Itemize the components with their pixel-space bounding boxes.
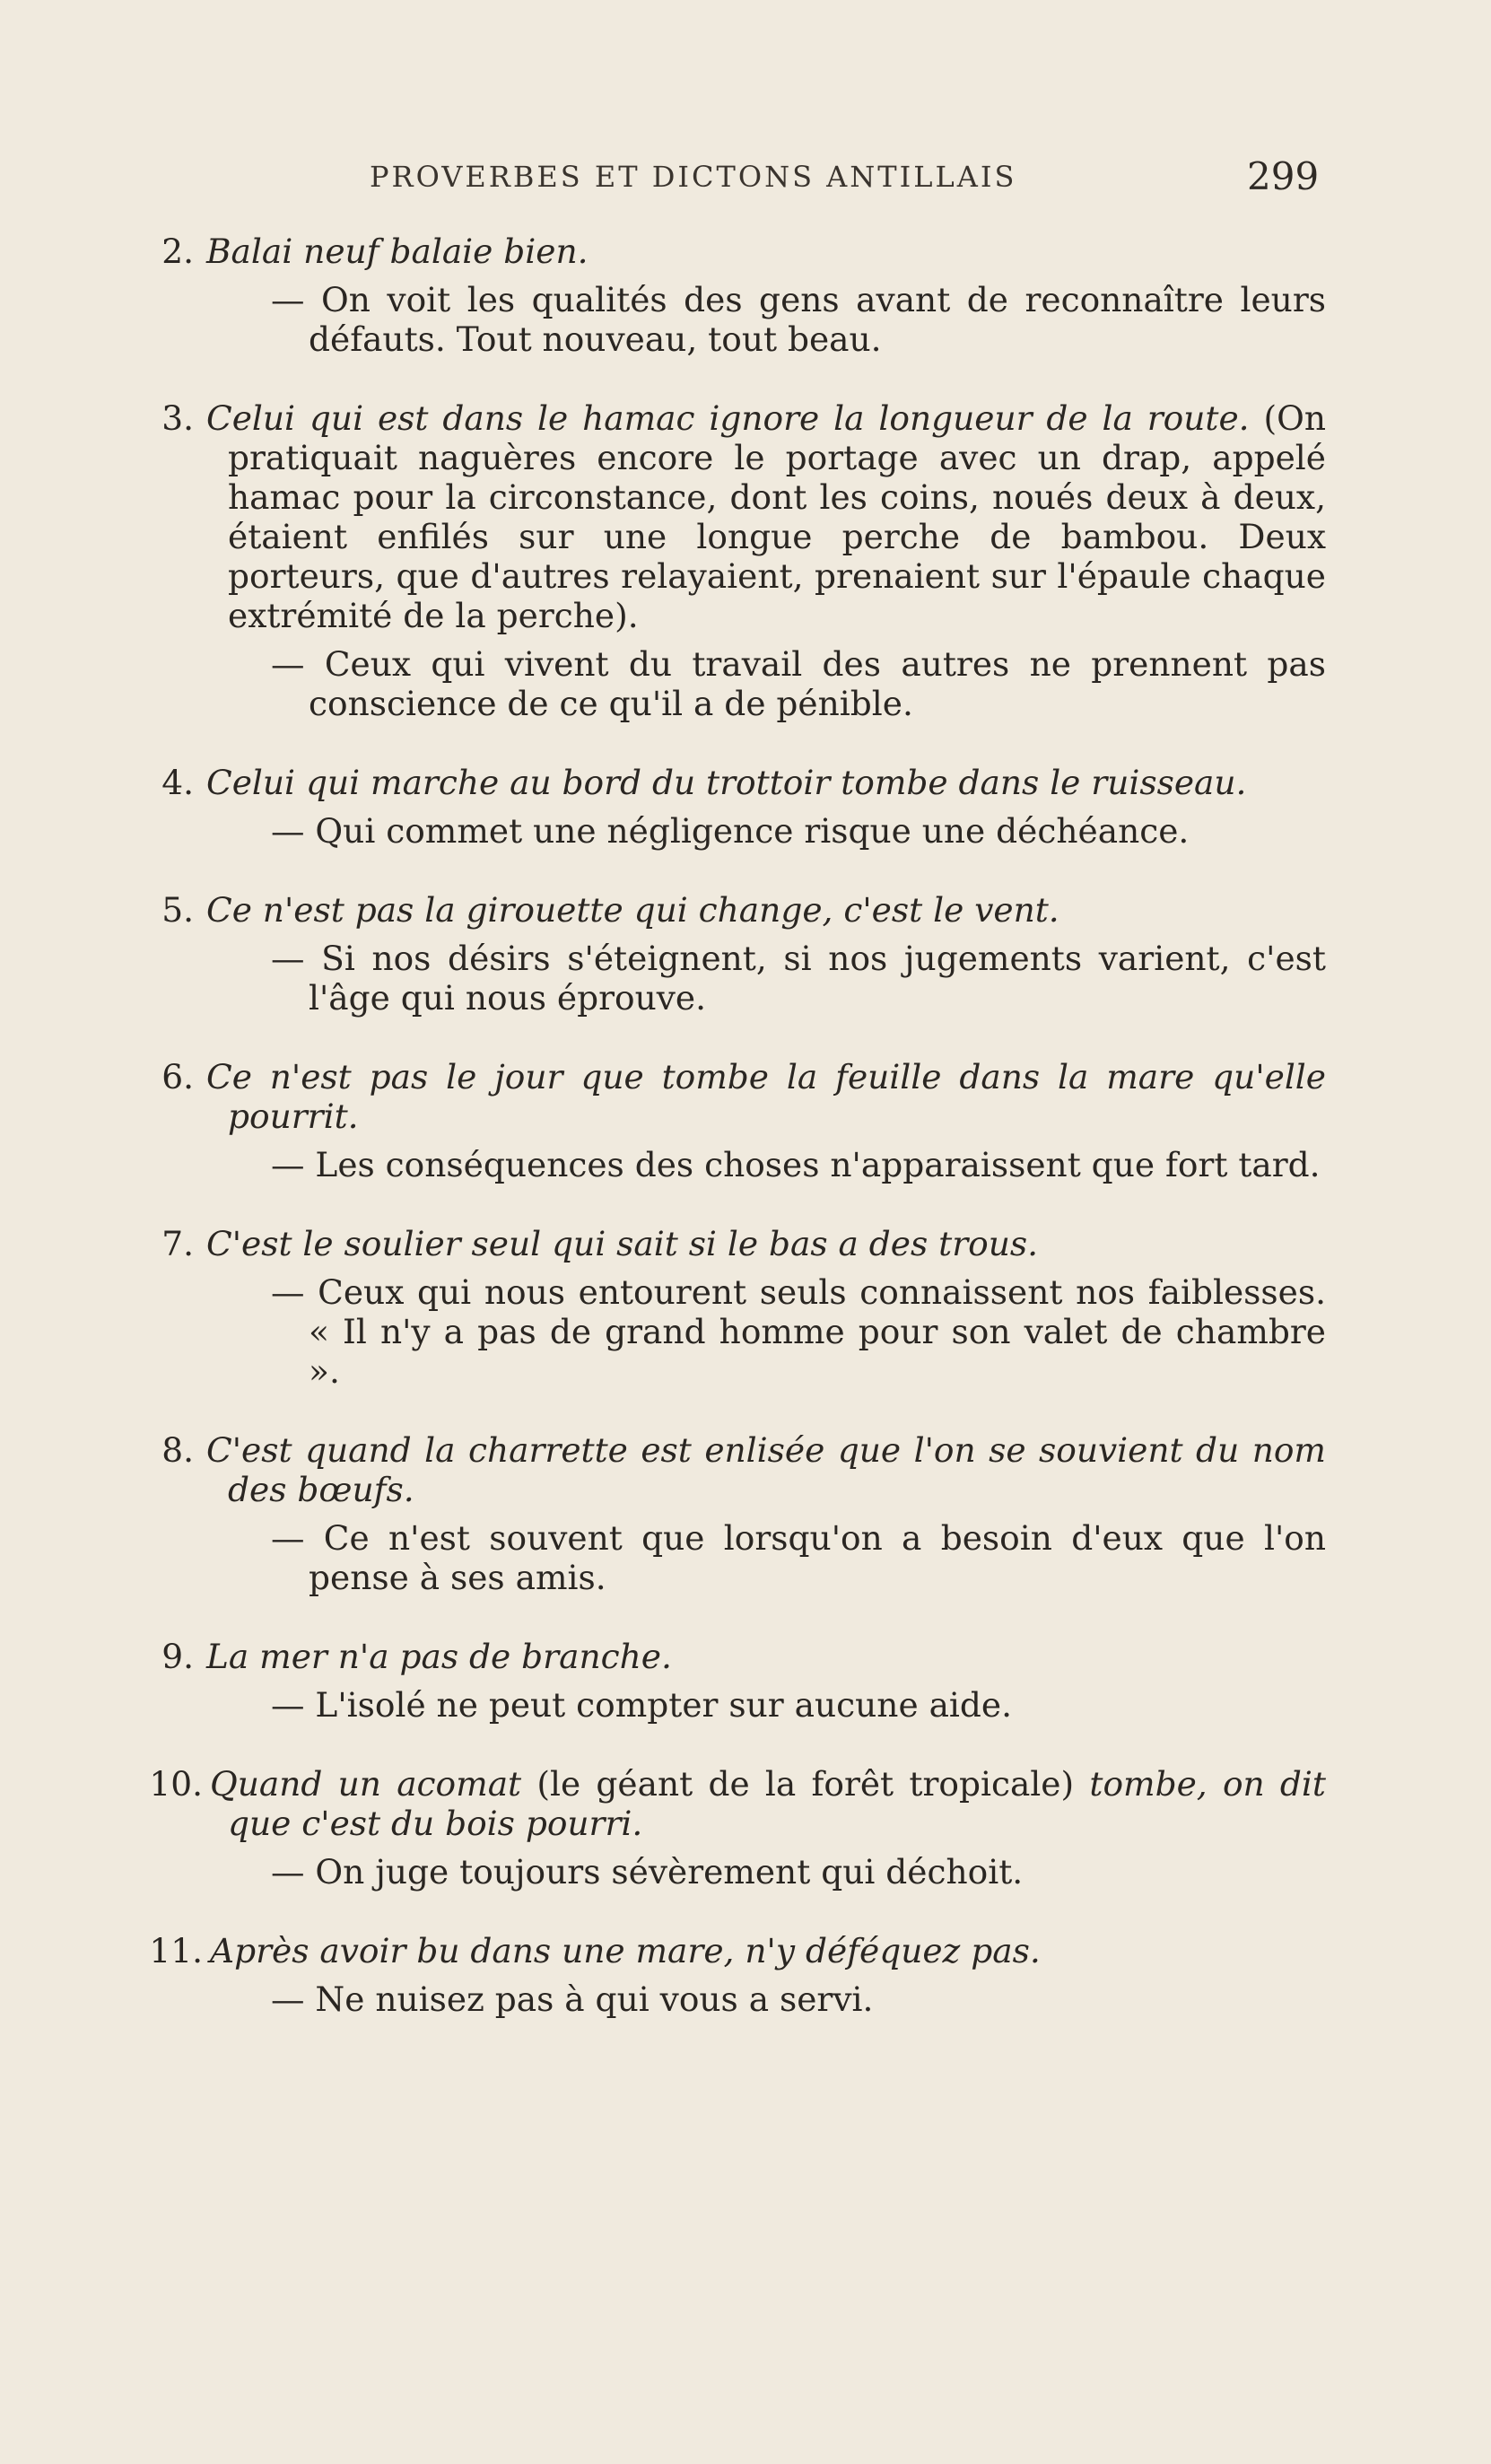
proverb-entry — [131, 1931, 1326, 2019]
proverb-text-continued: tombe, on dit que c'est du bois pourri. — [228, 1764, 1326, 1843]
proverb-entry — [131, 1430, 1326, 1597]
proverb-note: (le géant de la forêt tropicale) — [521, 1764, 1090, 1804]
proverb-text: Balai neuf balaie bien. — [206, 232, 589, 271]
proverb-meaning: — On juge toujours sévèrement qui déchoit. — [271, 1852, 1024, 1892]
entry-number: 2. — [161, 232, 194, 271]
proverb-meaning: — L'isolé ne peut compter sur aucune aide. — [271, 1685, 1013, 1725]
proverb-meaning: — Ceux qui nous entourent seuls connaissent nos faiblesses. « Il n'y a pas de grand homme pour son valet de chambre ». — [271, 1272, 1326, 1391]
running-title: PROVERBES ET DICTONS ANTILLAIS — [370, 160, 1017, 194]
entry-number: 4. — [161, 763, 194, 802]
entry-number: 9. — [161, 1637, 194, 1676]
entry-number: 3. — [161, 398, 194, 438]
proverb-text: C'est le soulier seul qui sait si le bas a des trous. — [206, 1224, 1039, 1263]
entry-number: 5. — [161, 890, 194, 930]
proverb-entry — [131, 1224, 1326, 1391]
proverb-text: Ce n'est pas le jour que tombe la feuille dans la mare qu'elle pourrit. — [206, 1057, 1326, 1136]
entry-number: 6. — [161, 1057, 194, 1097]
entry-number: 10. — [149, 1764, 203, 1804]
proverb-entry — [131, 398, 1326, 723]
proverb-text: Après avoir bu dans une mare, n'y déféquez pas. — [210, 1931, 1041, 1970]
entry-number: 7. — [161, 1224, 194, 1263]
proverb-meaning: — Ceux qui vivent du travail des autres ne prennent pas conscience de ce qu'il a de pénible. — [271, 644, 1326, 723]
proverb-entry — [131, 890, 1326, 1018]
proverb-text: Quand un acomat — [210, 1764, 522, 1804]
entry-number: 11. — [149, 1931, 203, 1970]
proverb-meaning: — Ne nuisez pas à qui vous a servi. — [271, 1979, 874, 2019]
proverb-meaning: — Qui commet une négligence risque une déchéance. — [271, 811, 1190, 851]
proverb-text: C'est quand la charrette est enlisée que l'on se souvient du nom des bœufs. — [206, 1430, 1326, 1509]
proverb-text: Celui qui marche au bord du trottoir tombe dans le ruisseau. — [206, 763, 1247, 802]
proverb-entry — [131, 1057, 1326, 1184]
proverb-entry — [131, 1637, 1326, 1725]
proverb-entry — [131, 763, 1326, 851]
proverb-text: La mer n'a pas de branche. — [206, 1637, 672, 1676]
proverb-text: Ce n'est pas la girouette qui change, c'est le vent. — [206, 890, 1059, 930]
entry-number: 8. — [161, 1430, 194, 1470]
proverb-meaning: — On voit les qualités des gens avant de reconnaître leurs défauts. Tout nouveau, tout beau. — [271, 280, 1326, 359]
page-number: 299 — [1247, 154, 1320, 198]
proverb-text: Celui qui est dans le hamac ignore la longueur de la route. — [206, 398, 1250, 438]
proverb-list — [131, 232, 1326, 2058]
proverb-entry — [131, 232, 1326, 359]
proverb-meaning: — Si nos désirs s'éteignent, si nos jugements varient, c'est l'âge qui nous éprouve. — [271, 939, 1326, 1018]
proverb-meaning: — Ce n'est souvent que lorsqu'on a besoin d'eux que l'on pense à ses amis. — [271, 1518, 1326, 1597]
proverb-entry — [131, 1764, 1326, 1892]
proverb-note: (On pratiquait naguères encore le portage avec un drap, appelé hamac pour la circonstance, dont les coins, noués deux à deux, étaient enfilés sur une longue perche de bambou. Deux porteurs, que d'autres relayaient, prenaient sur l'épaule chaque extrémité de la perche). — [228, 398, 1326, 635]
proverb-meaning: — Les conséquences des choses n'apparaissent que fort tard. — [271, 1145, 1321, 1184]
